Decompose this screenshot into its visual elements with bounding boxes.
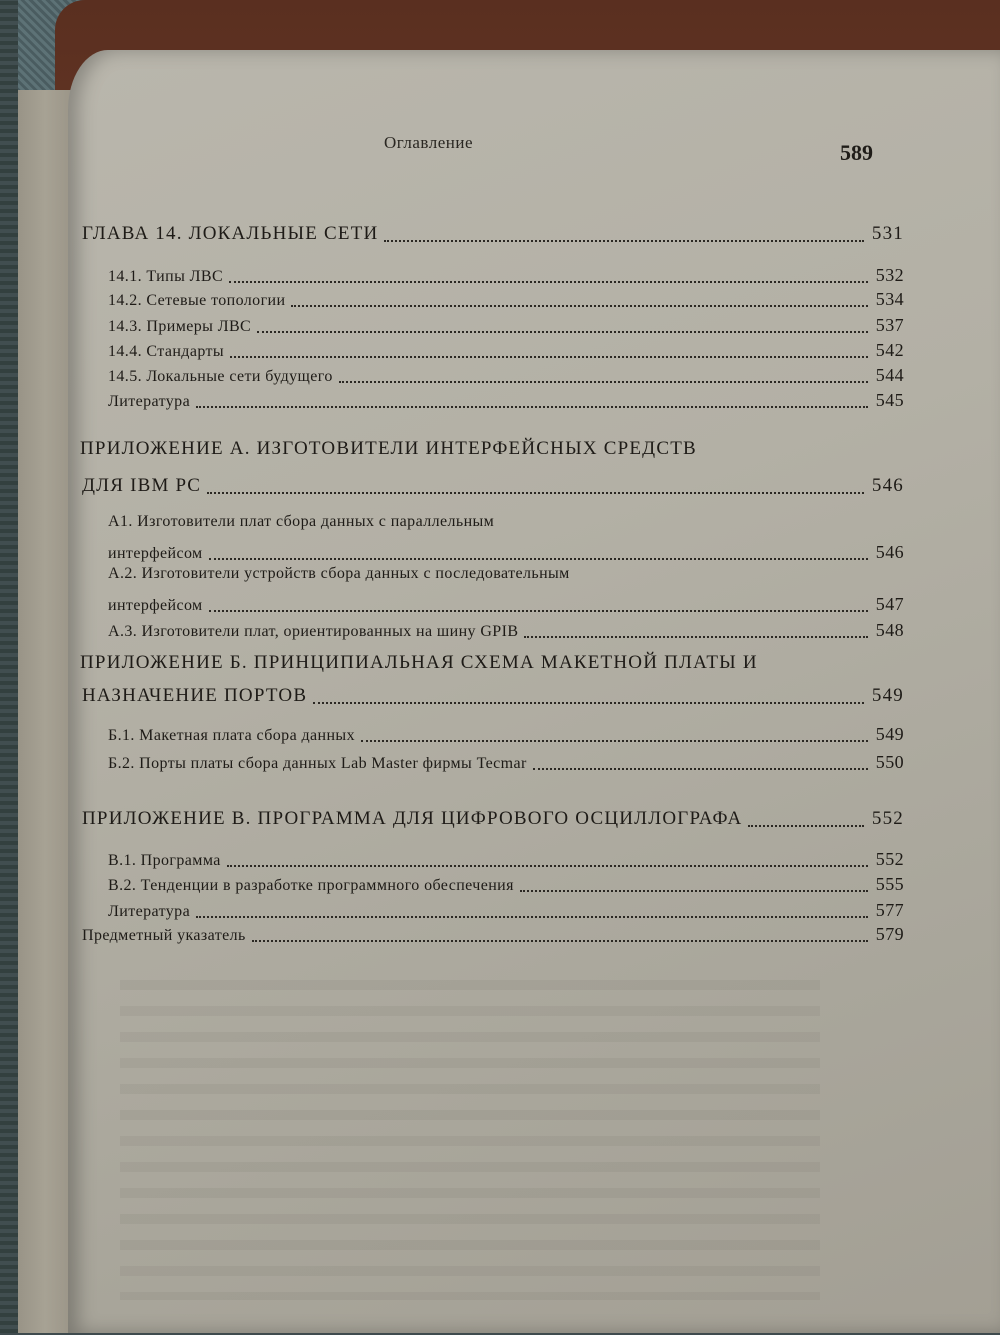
- toc-page-number: 555: [875, 874, 904, 894]
- toc-entry-title: Литература: [108, 903, 191, 920]
- toc-page-number: 542: [875, 340, 904, 360]
- toc-page-number: 532: [875, 265, 904, 285]
- toc-entry: [108, 313, 904, 338]
- toc-entry-index: [82, 922, 904, 947]
- dot-leader: [196, 390, 868, 408]
- toc-page-number: 546: [871, 475, 904, 496]
- toc-entry-chapter-14: [82, 218, 904, 248]
- toc-entry-title: 14.4. Стандарты: [108, 343, 225, 360]
- toc-entry: [108, 263, 904, 288]
- toc-page-number: 547: [875, 594, 904, 614]
- toc-entry-title: Литература: [108, 393, 191, 410]
- toc-entry-appendix-b: [82, 680, 904, 710]
- toc-entry-title: А.2. Изготовители устройств сбора данных с последовательным: [108, 565, 570, 582]
- dot-leader: [291, 289, 867, 307]
- toc-entry-title: 14.3. Примеры ЛВС: [108, 318, 252, 335]
- dot-leader: [196, 900, 868, 918]
- toc-page-number: 548: [875, 620, 904, 640]
- toc-entry-title: В.2. Тенденции в разработке программного обеспечения: [108, 877, 514, 894]
- toc-entry-appendix-a-title: ПРИЛОЖЕНИЕ А. ИЗГОТОВИТЕЛИ ИНТЕРФЕЙСНЫХ СРЕДСТВ: [80, 438, 697, 459]
- toc-entry-appendix-a: [82, 470, 904, 500]
- toc-page-number: 552: [875, 849, 904, 869]
- toc-entry: [108, 618, 904, 643]
- toc-page-number: 550: [875, 752, 904, 772]
- toc-entry-title: Б.2. Порты платы сбора данных Lab Master фирмы Tecmar: [108, 755, 527, 772]
- toc-entry-title: Б.1. Макетная плата сбора данных: [108, 727, 355, 744]
- page-number: 589: [840, 140, 873, 165]
- background-fabric-edge: [0, 0, 18, 1333]
- dot-leader: [313, 683, 864, 704]
- dot-leader: [209, 594, 868, 612]
- toc-entry-title: ПРИЛОЖЕНИЕ В. ПРОГРАММА ДЛЯ ЦИФРОВОГО ОСЦИЛЛОГРАФА: [82, 808, 743, 829]
- toc-entry-title: интерфейсом: [108, 597, 203, 614]
- dot-leader: [361, 724, 868, 742]
- toc-entry-title: НАЗНАЧЕНИЕ ПОРТОВ: [82, 685, 308, 706]
- toc-entry-title: А1. Изготовители плат сбора данных с параллельным: [108, 513, 495, 530]
- toc-entry: [108, 338, 904, 363]
- toc-entry-appendix-v: [82, 803, 904, 833]
- toc-page-number: 549: [871, 685, 904, 706]
- toc-page-number: 577: [875, 900, 904, 920]
- dot-leader: [533, 752, 868, 770]
- dot-leader: [229, 265, 868, 283]
- dot-leader: [524, 620, 867, 638]
- toc-entry-title: 14.2. Сетевые топологии: [108, 292, 286, 309]
- toc-page-number: 534: [875, 289, 904, 309]
- toc-entry-title: А.3. Изготовители плат, ориентированных на шину GPIB: [108, 623, 519, 640]
- toc-entry: [108, 540, 904, 565]
- toc-entry: [108, 287, 904, 312]
- toc-page-number: 549: [875, 724, 904, 744]
- toc-page-number: 552: [871, 808, 904, 829]
- dot-leader: [207, 473, 864, 494]
- dot-leader: [252, 924, 868, 942]
- toc-page-number: 546: [875, 542, 904, 562]
- dot-leader: [230, 340, 868, 358]
- toc-page-number: 545: [875, 390, 904, 410]
- show-through-texture: [120, 980, 820, 1300]
- dot-leader: [257, 315, 868, 333]
- dot-leader: [209, 542, 868, 560]
- toc-entry-title: Предметный указатель: [82, 927, 246, 944]
- toc-entry: [108, 388, 904, 413]
- toc-entry: [108, 750, 904, 775]
- toc-entry-title: В.1. Программа: [108, 852, 221, 869]
- dot-leader: [339, 365, 868, 383]
- toc-entry: [108, 847, 904, 872]
- toc-entry-title: ГЛАВА 14. ЛОКАЛЬНЫЕ СЕТИ: [82, 223, 379, 244]
- toc-page-number: 531: [871, 223, 904, 244]
- dot-leader: [520, 874, 868, 892]
- toc-entry: [108, 722, 904, 747]
- running-title: Оглавление: [384, 133, 473, 152]
- toc-entry: [108, 363, 904, 388]
- toc-page-number: 579: [875, 924, 904, 944]
- dot-leader: [384, 221, 863, 242]
- toc-entry-title: 14.5. Локальные сети будущего: [108, 368, 333, 385]
- toc-page-number: 544: [875, 365, 904, 385]
- toc-page-number: 537: [875, 315, 904, 335]
- dot-leader: [748, 806, 863, 827]
- toc-entry: [108, 872, 904, 897]
- toc-entry-title: интерфейсом: [108, 545, 203, 562]
- toc-entry-appendix-b-title: ПРИЛОЖЕНИЕ Б. ПРИНЦИПИАЛЬНАЯ СХЕМА МАКЕТНОЙ ПЛАТЫ И: [80, 652, 758, 673]
- toc-entry-title: 14.1. Типы ЛВС: [108, 268, 224, 285]
- toc-entry: [108, 898, 904, 923]
- dot-leader: [227, 849, 868, 867]
- toc-entry: [108, 592, 904, 617]
- toc-entry-title: ДЛЯ IBM PC: [82, 475, 202, 496]
